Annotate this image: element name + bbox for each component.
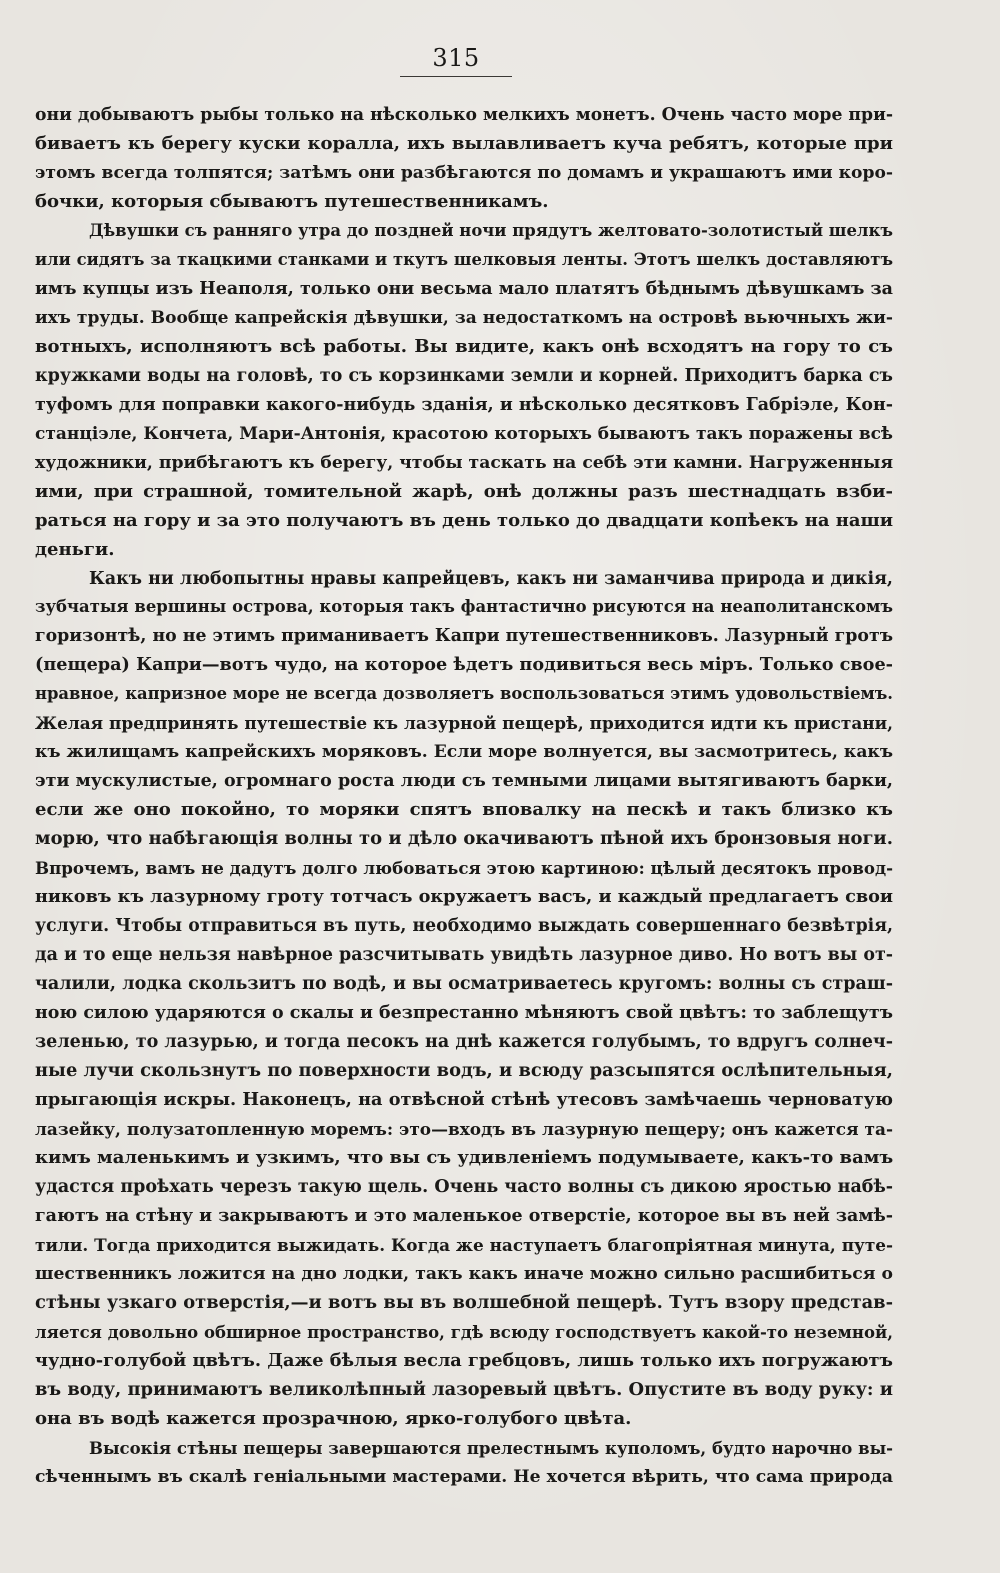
text-line: къ жилищамъ капрейскихъ моряковъ. Если море волнуется, вы засмотритесь, какъ bbox=[35, 742, 893, 763]
text-line: зеленью, то лазурью, и тогда песокъ на днѣ кажется голубымъ, то вдругъ солнеч- bbox=[35, 1032, 893, 1052]
text-line: деньги. bbox=[35, 538, 115, 560]
header-rule bbox=[400, 76, 512, 77]
text-line: нравное, капризное море не всегда дозволяетъ воспользоваться этимъ удовольствіемъ. bbox=[35, 684, 893, 704]
text-line: ляется довольно обширное пространство, гдѣ всюду господствуетъ какой-то неземной, bbox=[35, 1321, 893, 1342]
text-line: тили. Тогда приходится выжидать. Когда же наступаетъ благопріятная минута, путе- bbox=[35, 1234, 893, 1255]
text-line: имъ купцы изъ Неаполя, только они весьма мало платятъ бѣднымъ дѣвушкамъ за bbox=[35, 278, 893, 299]
text-line: или сидятъ за ткацкими станками и ткутъ шелковыя ленты. Этотъ шелкъ доставляютъ bbox=[35, 249, 893, 269]
text-line: кимъ маленькимъ и узкимъ, что вы съ удивленіемъ подумываете, какъ-то вамъ bbox=[35, 1146, 893, 1168]
text-line: зубчатыя вершины острова, которыя такъ фантастично рисуются на неаполитанскомъ bbox=[35, 597, 893, 617]
text-line: станціэле, Кончета, Мари-Антонія, красотою которыхъ бываютъ такъ поражены всѣ bbox=[35, 423, 893, 444]
text-line: стѣны узкаго отверстія,—и вотъ вы въ волшебной пещерѣ. Тутъ взору представ- bbox=[35, 1291, 893, 1313]
text-line: кружками воды на головѣ, то съ корзинками земли и корней. Приходитъ барка съ bbox=[35, 365, 893, 386]
text-line: вотныхъ, исполняютъ всѣ работы. Вы видите, какъ онѣ всходятъ на гору то съ bbox=[35, 335, 893, 357]
text-line: ихъ труды. Вообще капрейскія дѣвушки, за недостаткомъ на островѣ вьючныхъ жи- bbox=[35, 307, 893, 328]
text-line: сѣченнымъ въ скалѣ геніальными мастерами. Не хочется вѣрить, что сама природа bbox=[35, 1466, 893, 1487]
text-line: туфомъ для поправки какого-нибудь зданія, и нѣсколько десятковъ Габріэле, Кон- bbox=[35, 394, 893, 415]
text-line: чудно-голубой цвѣтъ. Даже бѣлыя весла гребцовъ, лишь только ихъ погружаютъ bbox=[35, 1349, 893, 1371]
text-line: (пещера) Капри—вотъ чудо, на которое ѣдетъ подивиться весь міръ. Только свое- bbox=[35, 654, 893, 676]
text-line: художники, прибѣгаютъ къ берегу, чтобы таскать на себѣ эти камни. Нагруженныя bbox=[35, 452, 893, 473]
text-line: ною силою ударяются о скалы и безпрестанно мѣняютъ свой цвѣтъ: то заблещутъ bbox=[35, 1003, 893, 1024]
text-line: въ воду, принимаютъ великолѣпный лазоревый цвѣтъ. Опустите въ воду руку: и bbox=[35, 1378, 893, 1400]
text-line: Высокія стѣны пещеры завершаются прелестнымъ куполомъ, будто нарочно вы- bbox=[89, 1437, 893, 1458]
text-line: горизонтѣ, но не этимъ приманиваетъ Капри путешественниковъ. Лазурный гротъ bbox=[35, 626, 893, 647]
text-line: услуги. Чтобы отправиться въ путь, необходимо выждать совершеннаго безвѣтрія, bbox=[35, 916, 893, 937]
text-line: Дѣвушки съ ранняго утра до поздней ночи прядутъ желтовато-золотистый шелкъ bbox=[89, 220, 893, 240]
page-header bbox=[400, 44, 512, 77]
text-line: удастся проѣхать черезъ такую щель. Очень часто волны съ дикою яростью набѣ- bbox=[35, 1176, 893, 1197]
page-number: 315 bbox=[432, 44, 480, 72]
text-line: гаютъ на стѣну и закрываютъ и это маленькое отверстіе, которое вы въ ней замѣ- bbox=[35, 1205, 893, 1226]
text-line: шественникъ ложится на дно лодки, такъ какъ иначе можно сильно расшибиться о bbox=[35, 1263, 893, 1284]
body-text bbox=[35, 101, 893, 1492]
text-line: лазейку, полузатопленную моремъ: это—входъ въ лазурную пещеру; онъ кажется та- bbox=[35, 1118, 893, 1139]
text-line: Желая предпринять путешествіе къ лазурной пещерѣ, приходится идти къ пристани, bbox=[35, 713, 893, 734]
text-line: ими, при страшной, томительной жарѣ, онѣ должны разъ шестнадцать взби- bbox=[35, 480, 893, 502]
text-line: этомъ всегда толпятся; затѣмъ они разбѣгаются по домамъ и украшаютъ ими коро- bbox=[35, 162, 893, 183]
text-line: да и то еще нельзя навѣрное разсчитывать увидѣть лазурное диво. Но вотъ вы от- bbox=[35, 945, 893, 966]
text-line: чалили, лодка скользитъ по водѣ, и вы осматриваетесь кругомъ: волны съ страш- bbox=[35, 974, 893, 995]
text-line: если же оно покойно, то моряки спятъ вповалку на пескѣ и такъ близко къ bbox=[35, 799, 893, 821]
text-line: никовъ къ лазурному гроту тотчасъ окружаетъ васъ, и каждый предлагаетъ свои bbox=[35, 886, 893, 908]
text-line: раться на гору и за это получаютъ въ день только до двадцати копѣекъ на наши bbox=[35, 509, 893, 531]
text-line: ные лучи скользнутъ по поверхности водъ, и всюду разсыпятся ослѣпительныя, bbox=[35, 1059, 893, 1081]
text-line: бочки, которыя сбываютъ путешественникамъ. bbox=[35, 190, 549, 212]
text-line: биваетъ къ берегу куски коралла, ихъ вылавливаетъ куча ребятъ, которые при bbox=[35, 132, 893, 154]
text-line: прыгающія искры. Наконецъ, на отвѣсной стѣнѣ утесовъ замѣчаешь черноватую bbox=[35, 1088, 893, 1110]
text-line: они добываютъ рыбы только на нѣсколько мелкихъ монетъ. Очень часто море при- bbox=[35, 105, 893, 125]
text-line: Впрочемъ, вамъ не дадутъ долго любоваться этою картиною: цѣлый десятокъ провод- bbox=[35, 858, 893, 879]
text-line: Какъ ни любопытны нравы капрейцевъ, какъ ни заманчива природа и дикія, bbox=[89, 568, 893, 589]
text-line: она въ водѣ кажется прозрачною, ярко-голубого цвѣта. bbox=[35, 1407, 632, 1429]
text-line: морю, что набѣгающія волны то и дѣло окачиваютъ пѣной ихъ бронзовыя ноги. bbox=[35, 828, 893, 850]
text-line: эти мускулистые, огромнаго роста люди съ темными лицами вытягиваютъ барки, bbox=[35, 771, 893, 792]
